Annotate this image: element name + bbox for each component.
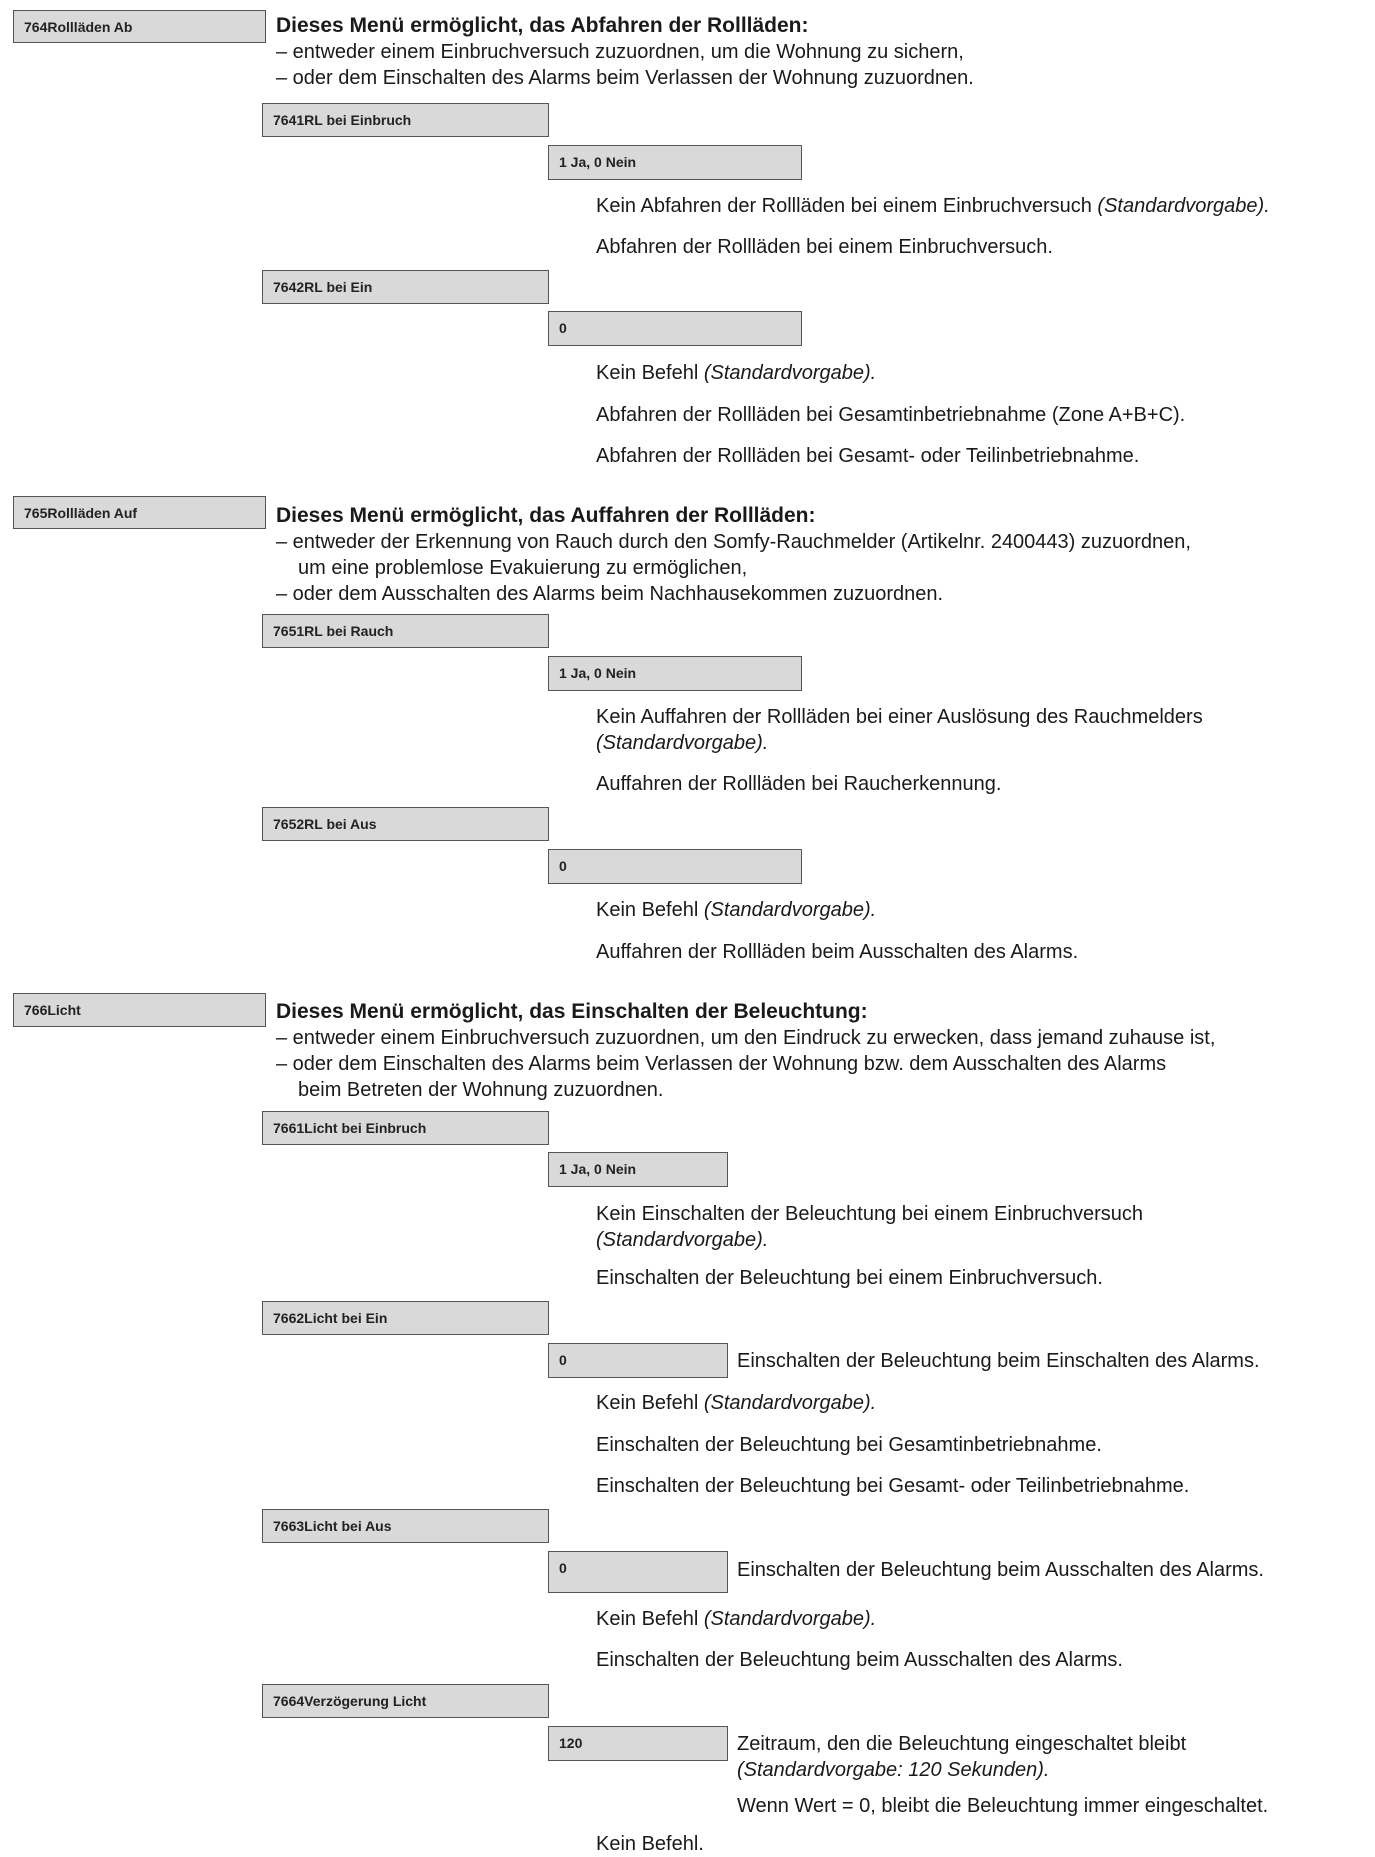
option-text: Kein Einschalten der Beleuchtung bei einem Einbruchversuch <box>596 1203 1144 1225</box>
menu-box-764: 764Rollläden Ab <box>13 10 266 43</box>
param-box-7641: 7641RL bei Einbruch <box>262 103 549 137</box>
section-line: – oder dem Einschalten des Alarms beim Verlassen der Wohnung zuzuordnen. <box>276 67 974 89</box>
option-text: Abfahren der Rollläden bei Gesamtinbetriebnahme (Zone A+B+C). <box>596 404 1186 426</box>
value-box-7652: 0 <box>548 849 802 884</box>
option-text: Abfahren der Rollläden bei Gesamt- oder Teilinbetriebnahme. <box>596 445 1140 467</box>
param-box-7663: 7663Licht bei Aus <box>262 1509 549 1543</box>
section-line: – entweder einem Einbruchversuch zuzuordnen, um den Eindruck zu erwecken, dass jemand zuhause ist, <box>276 1027 1216 1049</box>
param-box-7662: 7662Licht bei Ein <box>262 1301 549 1335</box>
option-text: Einschalten der Beleuchtung bei Gesamt- oder Teilinbetriebnahme. <box>596 1475 1190 1497</box>
section-heading-764: Dieses Menü ermöglicht, das Abfahren der Rollläden: <box>276 14 809 37</box>
param-box-7651: 7651RL bei Rauch <box>262 614 549 648</box>
option-text: Kein Befehl. <box>596 1833 704 1855</box>
section-heading-765: Dieses Menü ermöglicht, das Auffahren der Rollläden: <box>276 504 816 527</box>
value-box-7663: 0 <box>548 1551 728 1593</box>
section-line: – entweder der Erkennung von Rauch durch den Somfy-Rauchmelder (Artikelnr. 2400443) zuzuordnen, <box>276 531 1191 553</box>
option-note: (Standardvorgabe). <box>596 732 769 754</box>
value-description-note: (Standardvorgabe: 120 Sekunden). <box>737 1759 1050 1781</box>
option-text: Kein Befehl (Standardvorgabe). <box>596 1608 877 1630</box>
option-text: Abfahren der Rollläden bei einem Einbruchversuch. <box>596 236 1053 258</box>
value-box-7662: 0 <box>548 1343 728 1378</box>
value-box-7664: 120 <box>548 1726 728 1761</box>
value-box-7641: 1 Ja, 0 Nein <box>548 145 802 180</box>
section-line: beim Betreten der Wohnung zuzuordnen. <box>298 1079 664 1101</box>
param-box-7642: 7642RL bei Ein <box>262 270 549 304</box>
option-text: Auffahren der Rollläden beim Ausschalten des Alarms. <box>596 941 1079 963</box>
section-line: – oder dem Ausschalten des Alarms beim Nachhausekommen zuzuordnen. <box>276 583 944 605</box>
option-text: Einschalten der Beleuchtung bei Gesamtinbetriebnahme. <box>596 1434 1102 1456</box>
section-line: um eine problemlose Evakuierung zu ermöglichen, <box>298 557 748 579</box>
section-line: – oder dem Einschalten des Alarms beim Verlassen der Wohnung bzw. dem Ausschalten des Alarms <box>276 1053 1167 1075</box>
value-box-7651: 1 Ja, 0 Nein <box>548 656 802 691</box>
option-text: Kein Auffahren der Rollläden bei einer Auslösung des Rauchmelders <box>596 706 1203 728</box>
value-description: Einschalten der Beleuchtung beim Einschalten des Alarms. <box>737 1350 1260 1372</box>
option-text: Einschalten der Beleuchtung beim Ausschalten des Alarms. <box>596 1649 1123 1671</box>
value-description: Einschalten der Beleuchtung beim Ausschalten des Alarms. <box>737 1559 1264 1581</box>
value-description: Zeitraum, den die Beleuchtung eingeschaltet bleibt <box>737 1733 1187 1755</box>
value-box-7661: 1 Ja, 0 Nein <box>548 1152 728 1187</box>
option-text: Auffahren der Rollläden bei Raucherkennung. <box>596 773 1002 795</box>
section-heading-766: Dieses Menü ermöglicht, das Einschalten der Beleuchtung: <box>276 1000 868 1023</box>
option-text: Kein Befehl (Standardvorgabe). <box>596 1392 877 1414</box>
section-line: – entweder einem Einbruchversuch zuzuordnen, um die Wohnung zu sichern, <box>276 41 964 63</box>
menu-box-766: 766Licht <box>13 993 266 1027</box>
value-box-7642: 0 <box>548 311 802 346</box>
menu-box-765: 765Rollläden Auf <box>13 496 266 529</box>
value-description: Wenn Wert = 0, bleibt die Beleuchtung immer eingeschaltet. <box>737 1795 1269 1817</box>
option-text: Kein Befehl (Standardvorgabe). <box>596 899 877 921</box>
option-text: Kein Abfahren der Rollläden bei einem Einbruchversuch (Standardvorgabe). <box>596 195 1270 217</box>
param-box-7661: 7661Licht bei Einbruch <box>262 1111 549 1145</box>
option-text: Einschalten der Beleuchtung bei einem Einbruchversuch. <box>596 1267 1103 1289</box>
option-text: Kein Befehl (Standardvorgabe). <box>596 362 877 384</box>
param-box-7664: 7664Verzögerung Licht <box>262 1684 549 1718</box>
param-box-7652: 7652RL bei Aus <box>262 807 549 841</box>
option-note: (Standardvorgabe). <box>596 1229 769 1251</box>
